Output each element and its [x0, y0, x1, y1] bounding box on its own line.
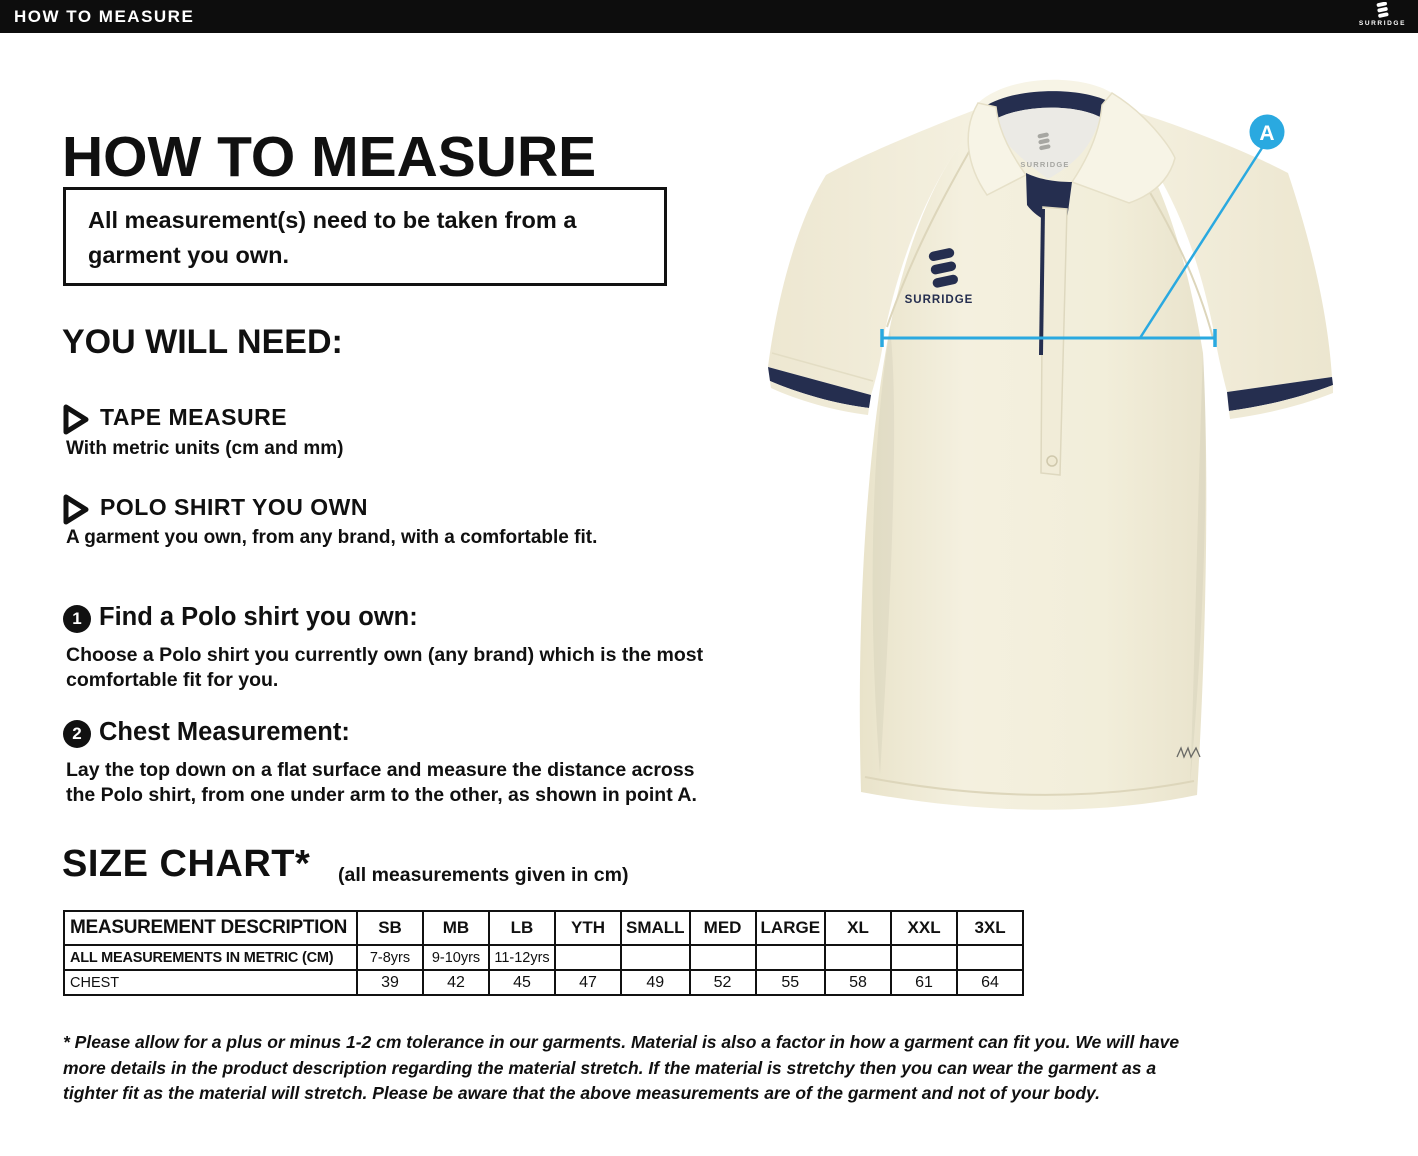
size-chart-cell: 58 — [825, 970, 891, 995]
size-chart-row-ages — [64, 945, 1023, 970]
size-chart-cell: 45 — [489, 970, 555, 995]
you-will-need-heading: YOU WILL NEED: — [62, 323, 343, 361]
step-description-line: the Polo shirt, from one under arm to the other, as shown in point A. — [66, 784, 697, 806]
size-chart-col-header: MED — [690, 911, 756, 945]
size-chart-cell: 42 — [423, 970, 489, 995]
size-chart-cell: 47 — [555, 970, 621, 995]
surridge-logo — [1359, 2, 1406, 27]
placket-navy-edge — [1041, 209, 1043, 355]
footnote-line: tighter fit as the material will stretch. Please be aware that the above measurements are of the garment and not of your body. — [63, 1083, 1100, 1103]
surridge-s-icon — [1365, 2, 1399, 19]
title-bar-label: HOW TO MEASURE — [14, 7, 195, 26]
size-chart-col-header: MEASUREMENT DESCRIPTION — [64, 911, 357, 945]
surridge-wordmark: SURRIDGE — [1358, 20, 1406, 27]
size-chart-col-header: 3XL — [957, 911, 1023, 945]
step-description-line: comfortable fit for you. — [66, 669, 279, 691]
size-chart-cell — [756, 945, 826, 970]
step-number-badge: 2 — [63, 720, 91, 748]
notice-box: All measurement(s) need to be taken from a garment you own. — [63, 187, 667, 286]
size-chart-subtitle: (all measurements given in cm) — [338, 864, 629, 886]
size-chart-cell: 11-12yrs — [489, 945, 555, 970]
size-chart-cell — [621, 945, 690, 970]
placket-button — [1047, 456, 1057, 466]
size-chart-col-header: YTH — [555, 911, 621, 945]
step-description — [66, 643, 703, 693]
size-chart-col-header: LB — [489, 911, 555, 945]
step-title: Chest Measurement: — [99, 718, 350, 746]
footnote-line: * Please allow for a plus or minus 1-2 cm tolerance in our garments. Material is also a factor in how a garment can fit you. We will have — [63, 1032, 1180, 1052]
size-chart-cell: 49 — [621, 970, 690, 995]
step-description — [66, 758, 697, 808]
size-chart-col-header: LARGE — [756, 911, 826, 945]
size-chart-row-chest — [64, 970, 1023, 995]
need-item-description: With metric units (cm and mm) — [66, 438, 344, 459]
polo-shirt-illustration — [740, 55, 1415, 835]
need-item-label: POLO SHIRT YOU OWN — [100, 494, 368, 520]
size-chart-row-label: ALL MEASUREMENTS IN METRIC (CM) — [64, 945, 357, 970]
size-chart-cell: 9-10yrs — [423, 945, 489, 970]
size-chart-col-header: SMALL — [621, 911, 690, 945]
page-title: HOW TO MEASURE — [62, 125, 597, 190]
size-chart-cell — [555, 945, 621, 970]
triangle-bullet-icon — [63, 404, 90, 435]
need-item-label: TAPE MEASURE — [100, 404, 288, 430]
triangle-bullet-icon — [63, 494, 90, 525]
size-chart-cell: 64 — [957, 970, 1023, 995]
step-description-line: Lay the top down on a flat surface and measure the distance across — [66, 759, 695, 781]
step-title: Find a Polo shirt you own: — [99, 603, 418, 631]
size-chart-cell — [690, 945, 756, 970]
size-chart-row-label: CHEST — [64, 970, 357, 995]
size-chart-col-header: XL — [825, 911, 891, 945]
step-number-badge: 1 — [63, 605, 91, 633]
size-chart-cell — [957, 945, 1023, 970]
size-chart-table — [63, 910, 1024, 996]
size-chart-cell: 39 — [357, 970, 423, 995]
size-chart-cell — [891, 945, 957, 970]
collar-label-text: SURRIDGE — [1020, 160, 1070, 169]
title-bar — [0, 0, 1418, 33]
polo-shirt-diagram — [740, 55, 1415, 835]
size-chart-col-header: MB — [423, 911, 489, 945]
size-chart-heading: SIZE CHART* — [62, 843, 311, 885]
size-chart-header-row — [64, 911, 1023, 945]
size-chart-col-header: XXL — [891, 911, 957, 945]
footnote-line: more details in the product description regarding the material stretch. If the material is stretchy then you can wear the garment as a — [63, 1057, 1157, 1078]
need-item-description: A garment you own, from any brand, with a comfortable fit. — [66, 527, 598, 548]
tolerance-footnote — [63, 1030, 1179, 1107]
size-chart-col-header: SB — [357, 911, 423, 945]
step-description-line: Choose a Polo shirt you currently own (any brand) which is the most — [66, 644, 704, 666]
chest-logo-text: SURRIDGE — [904, 294, 974, 306]
size-chart-cell: 55 — [756, 970, 826, 995]
size-chart-cell — [825, 945, 891, 970]
size-chart-cell: 61 — [891, 970, 957, 995]
point-a-label: A — [1259, 122, 1275, 145]
size-chart-cell: 7-8yrs — [357, 945, 423, 970]
size-chart-cell: 52 — [690, 970, 756, 995]
